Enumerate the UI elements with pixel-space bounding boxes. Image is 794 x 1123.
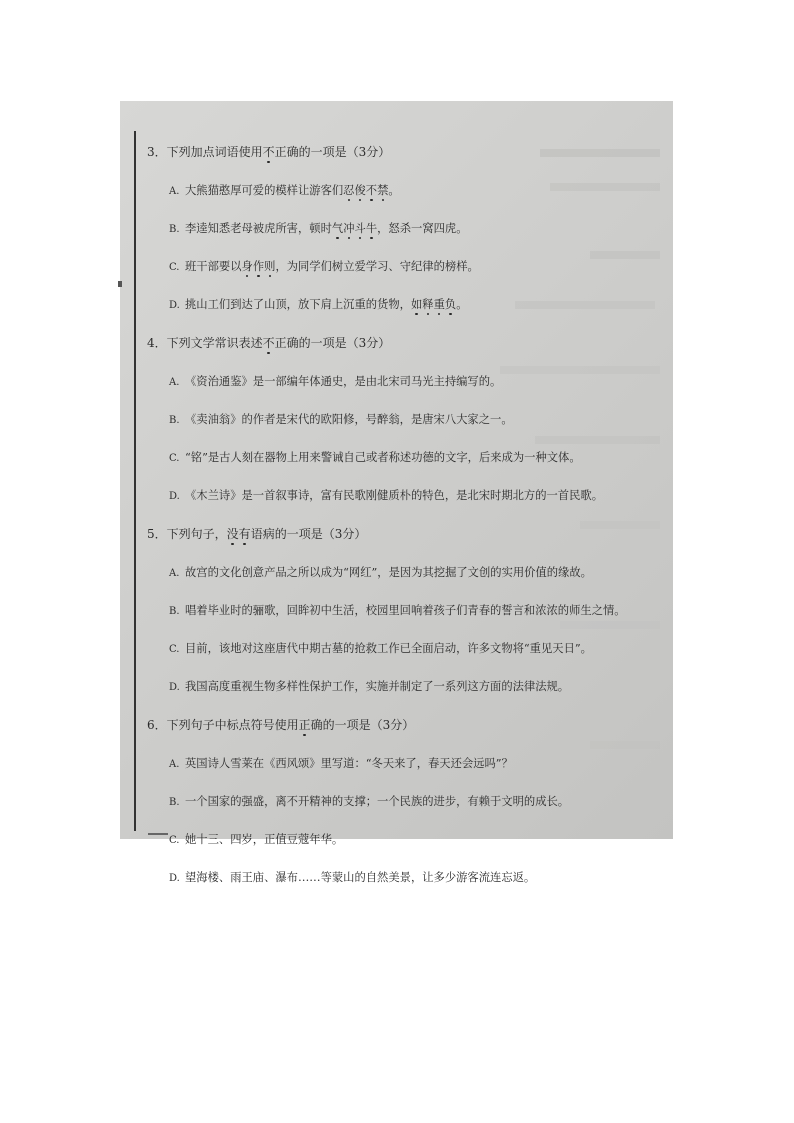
option-letter: C. [169,835,180,846]
dotted-word [332,222,377,235]
option-text: 李逵知悉老母被虎所害，顿时 [185,222,332,235]
option-letter: A. [169,759,180,770]
option-text: 挑山工们到达了山顶，放下肩上沉重的货物， [185,298,411,311]
question-number: 5． [147,527,167,541]
option-4b [169,411,667,427]
dotted-word [411,298,456,311]
option-3a [169,182,667,198]
option-6b [169,793,667,809]
option-text: “铭”是古人刻在器物上用来警诫自己或者称述功德的文字，后来成为一种文体。 [185,451,581,464]
emphasis-char: 斗 [354,222,366,235]
option-letter: D. [169,300,180,311]
option-4a [169,373,667,389]
dotted-word [343,184,388,197]
emphasis-char: 忍 [343,184,355,197]
option-5a [169,564,667,580]
question-stem-part: 下列句子， [166,527,227,541]
option-letter: A. [169,186,180,197]
option-letter: B. [169,224,180,235]
option-text: 《卖油翁》的作者是宋代的欧阳修，号醉翁，是唐宋八大家之一。 [185,413,513,426]
emphasis-char: 作 [252,260,265,273]
option-letter: C. [169,262,180,273]
emphasis-char: 牛 [365,222,378,235]
option-3b [169,220,667,236]
emphasis-char: 不 [262,145,275,159]
emphasis-char: 重 [433,298,445,311]
option-5b [169,602,667,618]
question-stem-part: 下列文学常识表述 [166,336,263,350]
option-4d [169,487,667,503]
option-text: 故宫的文化创意产品之所以成为“网红”，是因为其挖掘了文创的实用价值的缘故。 [185,566,592,579]
dotted-word [242,260,276,273]
question-6 [147,716,667,733]
emphasis-char: 如 [410,298,423,311]
option-text: ，为同学们树立爱学习、守纪律的榜样。 [275,260,479,273]
emphasis-word [227,527,251,541]
option-text: 望海楼、雨王庙、瀑布……等蒙山的自然美景，让多少游客流连忘返。 [185,871,536,884]
question-number: 4． [147,336,167,350]
option-text: 一个国家的强盛，离不开精神的支撑；一个民族的进步，有赖于文明的成长。 [185,795,570,808]
option-letter: C. [169,644,180,655]
option-text: 。 [388,184,400,197]
exam-content [147,143,667,907]
option-text: 我国高度重视生物多样性保护工作，实施并制定了一系列这方面的法律法规。 [185,680,570,693]
emphasis-char: 不 [262,336,275,350]
binding-margin-line [134,131,136,831]
question-stem-part: 下列加点词语使用 [166,145,263,159]
question-stem-part: 确的一项是（3分） [310,718,415,732]
option-text: 唱着毕业时的骊歌，回眸初中生活，校园里回响着孩子们青春的誓言和浓浓的师生之情。 [185,604,626,617]
option-text: 《木兰诗》是一首叙事诗，富有民歌刚健质朴的特色，是北宋时期北方的一首民歌。 [185,489,603,502]
option-letter: D. [169,682,180,693]
option-3d [169,296,667,312]
option-5c [169,640,667,656]
emphasis-char: 负 [444,298,457,311]
question-3 [147,143,667,160]
option-5d [169,678,667,694]
question-stem-part: 语病的一项是（3分） [250,527,367,541]
emphasis-char: 不 [365,184,378,197]
option-text: 英国诗人雪莱在《西风颂》里写道：“冬天来了，春天还会远吗”？ [185,757,513,770]
option-text: 她十三、四岁，正值豆蔻年华。 [185,833,344,846]
option-letter: C. [169,453,180,464]
option-6a [169,755,667,771]
question-stem-part: 正确的一项是（3分） [274,145,391,159]
option-text: ，怒杀一窝四虎。 [377,222,468,235]
option-text: 《资治通鉴》是一部编年体通史，是由北宋司马光主持编写的。 [185,375,502,388]
question-4 [147,334,667,351]
question-5 [147,525,667,542]
option-letter: A. [169,568,180,579]
emphasis-char: 俊 [354,184,366,197]
edge-mark [118,281,122,287]
option-6d [169,869,667,885]
emphasis-char: 释 [422,298,434,311]
emphasis-char: 则 [264,260,276,273]
emphasis-char: 气 [331,222,344,235]
emphasis-char: 冲 [343,222,355,235]
option-letter: B. [169,797,180,808]
emphasis-char: 身 [241,260,253,273]
option-3c [169,258,667,274]
question-stem-part: 下列句子中标点符号使用 [166,718,299,732]
option-6c [169,831,667,847]
option-4c [169,449,667,465]
scanned-exam-photo [120,101,673,884]
option-letter: B. [169,606,180,617]
option-letter: B. [169,415,180,426]
option-text: 。 [456,298,468,311]
option-letter: D. [169,491,180,502]
question-number: 3． [147,145,167,159]
option-letter: A. [169,377,180,388]
emphasis-char: 禁 [377,184,389,197]
question-number: 6． [147,718,167,732]
option-text: 目前，该地对这座唐代中期古墓的抢救工作已全面启动，许多文物将“重见天日”。 [185,642,592,655]
emphasis-char: 有 [238,527,251,541]
emphasis-char: 正 [298,718,311,732]
option-text: 大熊猫憨厚可爱的模样让游客们 [185,184,344,197]
option-text: 班干部要以 [185,260,242,273]
question-stem-part: 正确的一项是（3分） [274,336,391,350]
emphasis-char: 没 [226,527,239,541]
option-letter: D. [169,873,180,884]
